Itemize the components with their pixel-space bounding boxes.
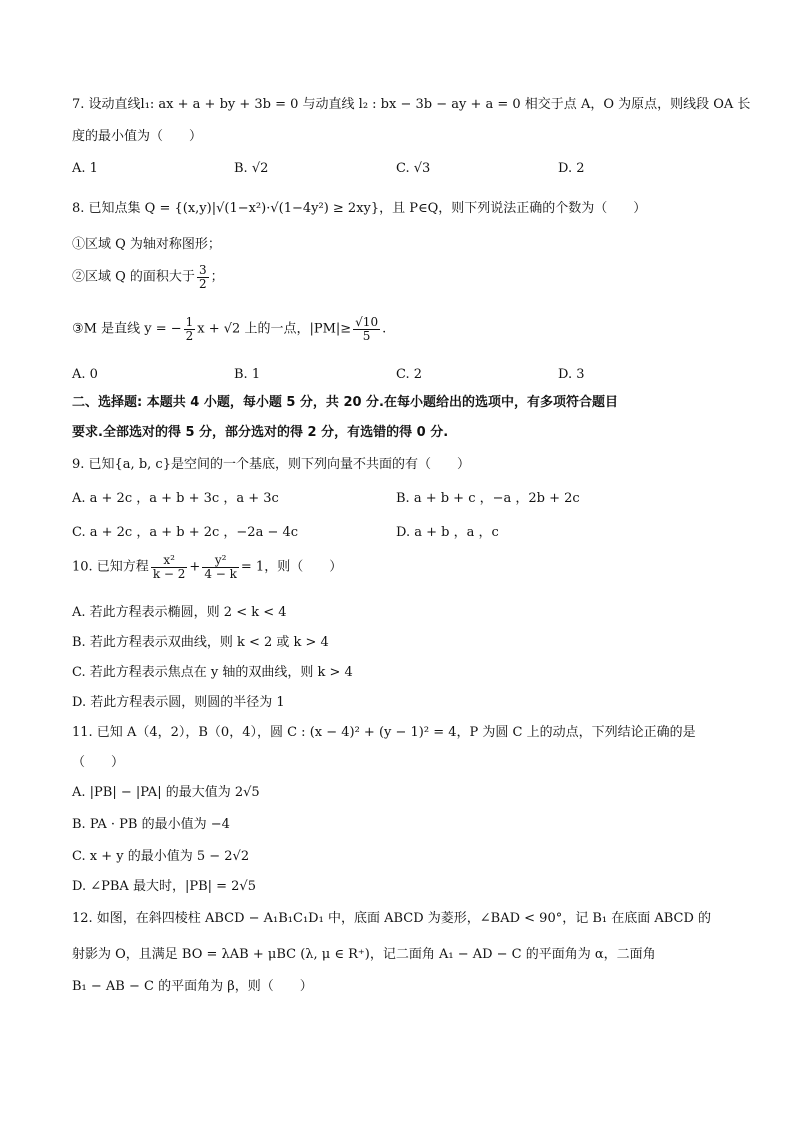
- q10-stem-start: 10. 已知方程: [72, 559, 149, 575]
- q10-option-d: D. 若此方程表示圆，则圆的半径为 1: [72, 695, 285, 710]
- q8-option-d: D. 3: [558, 367, 585, 382]
- q8-s3-fraction-2: [353, 316, 380, 342]
- section2-heading-line1: 二、选择题: 本题共 4 小题，每小题 5 分，共 20 分.在每小题给出的选项中，有多项符合题目: [72, 395, 619, 410]
- q10-plus: +: [189, 559, 201, 575]
- q8-s3-denominator-2: 5: [362, 328, 371, 343]
- q7-option-c: C. √3: [396, 161, 431, 176]
- q8-statement-1: ①区域 Q 为轴对称图形；: [72, 237, 221, 252]
- q10-fraction-1: [151, 554, 188, 580]
- q10-option-b: B. 若此方程表示双曲线，则 k < 2 或 k > 4: [72, 635, 329, 650]
- q10-option-c: C. 若此方程表示焦点在 y 轴的双曲线，则 k > 4: [72, 665, 353, 680]
- q8-s3-end: .: [382, 321, 387, 337]
- q7-stem-line1: 7. 设动直线l₁: ax + a + by + 3b = 0 与动直线 l₂ : bx − 3b − ay + a = 0 相交于点 A，O 为原点，则线段 OA 长: [72, 97, 751, 112]
- q8-s2-numerator: 3: [198, 263, 207, 277]
- q8-s2-denominator: 2: [198, 276, 207, 291]
- q8-s3-text: ③M 是直线 y = −: [72, 321, 182, 337]
- q8-option-c: C. 2: [396, 367, 423, 382]
- q10-stem: [72, 554, 342, 580]
- q9-option-d: D. a + b ，a ，c: [396, 525, 499, 540]
- q9-option-b: B. a + b + c ，−a ，2b + 2c: [396, 491, 580, 506]
- q10-f1-numerator: x²: [151, 554, 188, 568]
- q11-stem-paren: （ ）: [72, 755, 125, 770]
- q7-option-d: D. 2: [558, 161, 585, 176]
- q8-s3-denominator-1: 2: [185, 328, 194, 343]
- q7-option-a: A. 1: [72, 161, 98, 176]
- q12-line1: 12. 如图，在斜四棱柱 ABCD − A₁B₁C₁D₁ 中，底面 ABCD 为菱形，∠BAD < 90°，记 B₁ 在底面 ABCD 的: [72, 911, 712, 926]
- q9-option-c: C. a + 2c ，a + b + 2c ，−2a − 4c: [72, 525, 299, 540]
- q8-s3-numerator-1: 1: [185, 315, 194, 329]
- q7-stem-line2: 度的最小值为（ ）: [72, 129, 203, 144]
- q11-option-d: D. ∠PBA 最大时，|PB| = 2√5: [72, 879, 256, 894]
- q8-s2-fraction: [197, 264, 209, 290]
- q8-s2-text: ②区域 Q 的面积大于: [72, 269, 195, 285]
- q12-line2: 射影为 O，且满足 BO = λAB + μBC (λ, μ ∈ R⁺)，记二面角 A₁ − AD − C 的平面角为 α，二面角: [72, 947, 656, 962]
- q8-s3-fraction-1: [184, 316, 196, 342]
- q8-s3-numerator-2: √10: [355, 315, 379, 329]
- q10-fraction-2: [202, 554, 239, 580]
- q8-stem: 8. 已知点集 Q = {(x,y)|√(1−x²)·√(1−4y²) ≥ 2xy}，且 P∈Q，则下列说法正确的个数为（ ）: [72, 201, 647, 216]
- q10-f1-denominator: k − 2: [152, 566, 186, 581]
- q8-statement-2: [72, 264, 224, 290]
- q9-option-a: A. a + 2c ，a + b + 3c ，a + 3c: [72, 491, 279, 506]
- q7-option-b: B. √2: [234, 161, 269, 176]
- section2-heading-line2: 要求.全部选对的得 5 分，部分选对的得 2 分，有选错的得 0 分.: [72, 425, 449, 440]
- q10-f2-numerator: y²: [202, 554, 239, 568]
- q8-s3-middle: x + √2 上的一点，|PM|≥: [197, 321, 352, 337]
- q11-option-c: C. x + y 的最小值为 5 − 2√2: [72, 849, 250, 864]
- q12-line3: B₁ − AB − C 的平面角为 β，则（ ）: [72, 979, 313, 994]
- q8-s2-end: ；: [210, 269, 224, 285]
- q11-option-b: B. PA · PB 的最小值为 −4: [72, 817, 230, 832]
- q11-stem: 11. 已知 A（4，2），B（0，4），圆 C : (x − 4)² + (y − 1)² = 4，P 为圆 C 上的动点，下列结论正确的是: [72, 725, 696, 740]
- q8-option-a: A. 0: [72, 367, 98, 382]
- q8-option-b: B. 1: [234, 367, 261, 382]
- q11-option-a: A. |PB| − |PA| 的最大值为 2√5: [72, 785, 260, 800]
- q8-statement-3: [72, 316, 386, 342]
- q10-f2-denominator: 4 − k: [204, 566, 237, 581]
- q9-stem: 9. 已知{a, b, c}是空间的一个基底，则下列向量不共面的有（ ）: [72, 457, 470, 472]
- q10-stem-end: = 1，则（ ）: [240, 559, 343, 575]
- q10-option-a: A. 若此方程表示椭圆，则 2 < k < 4: [72, 605, 287, 620]
